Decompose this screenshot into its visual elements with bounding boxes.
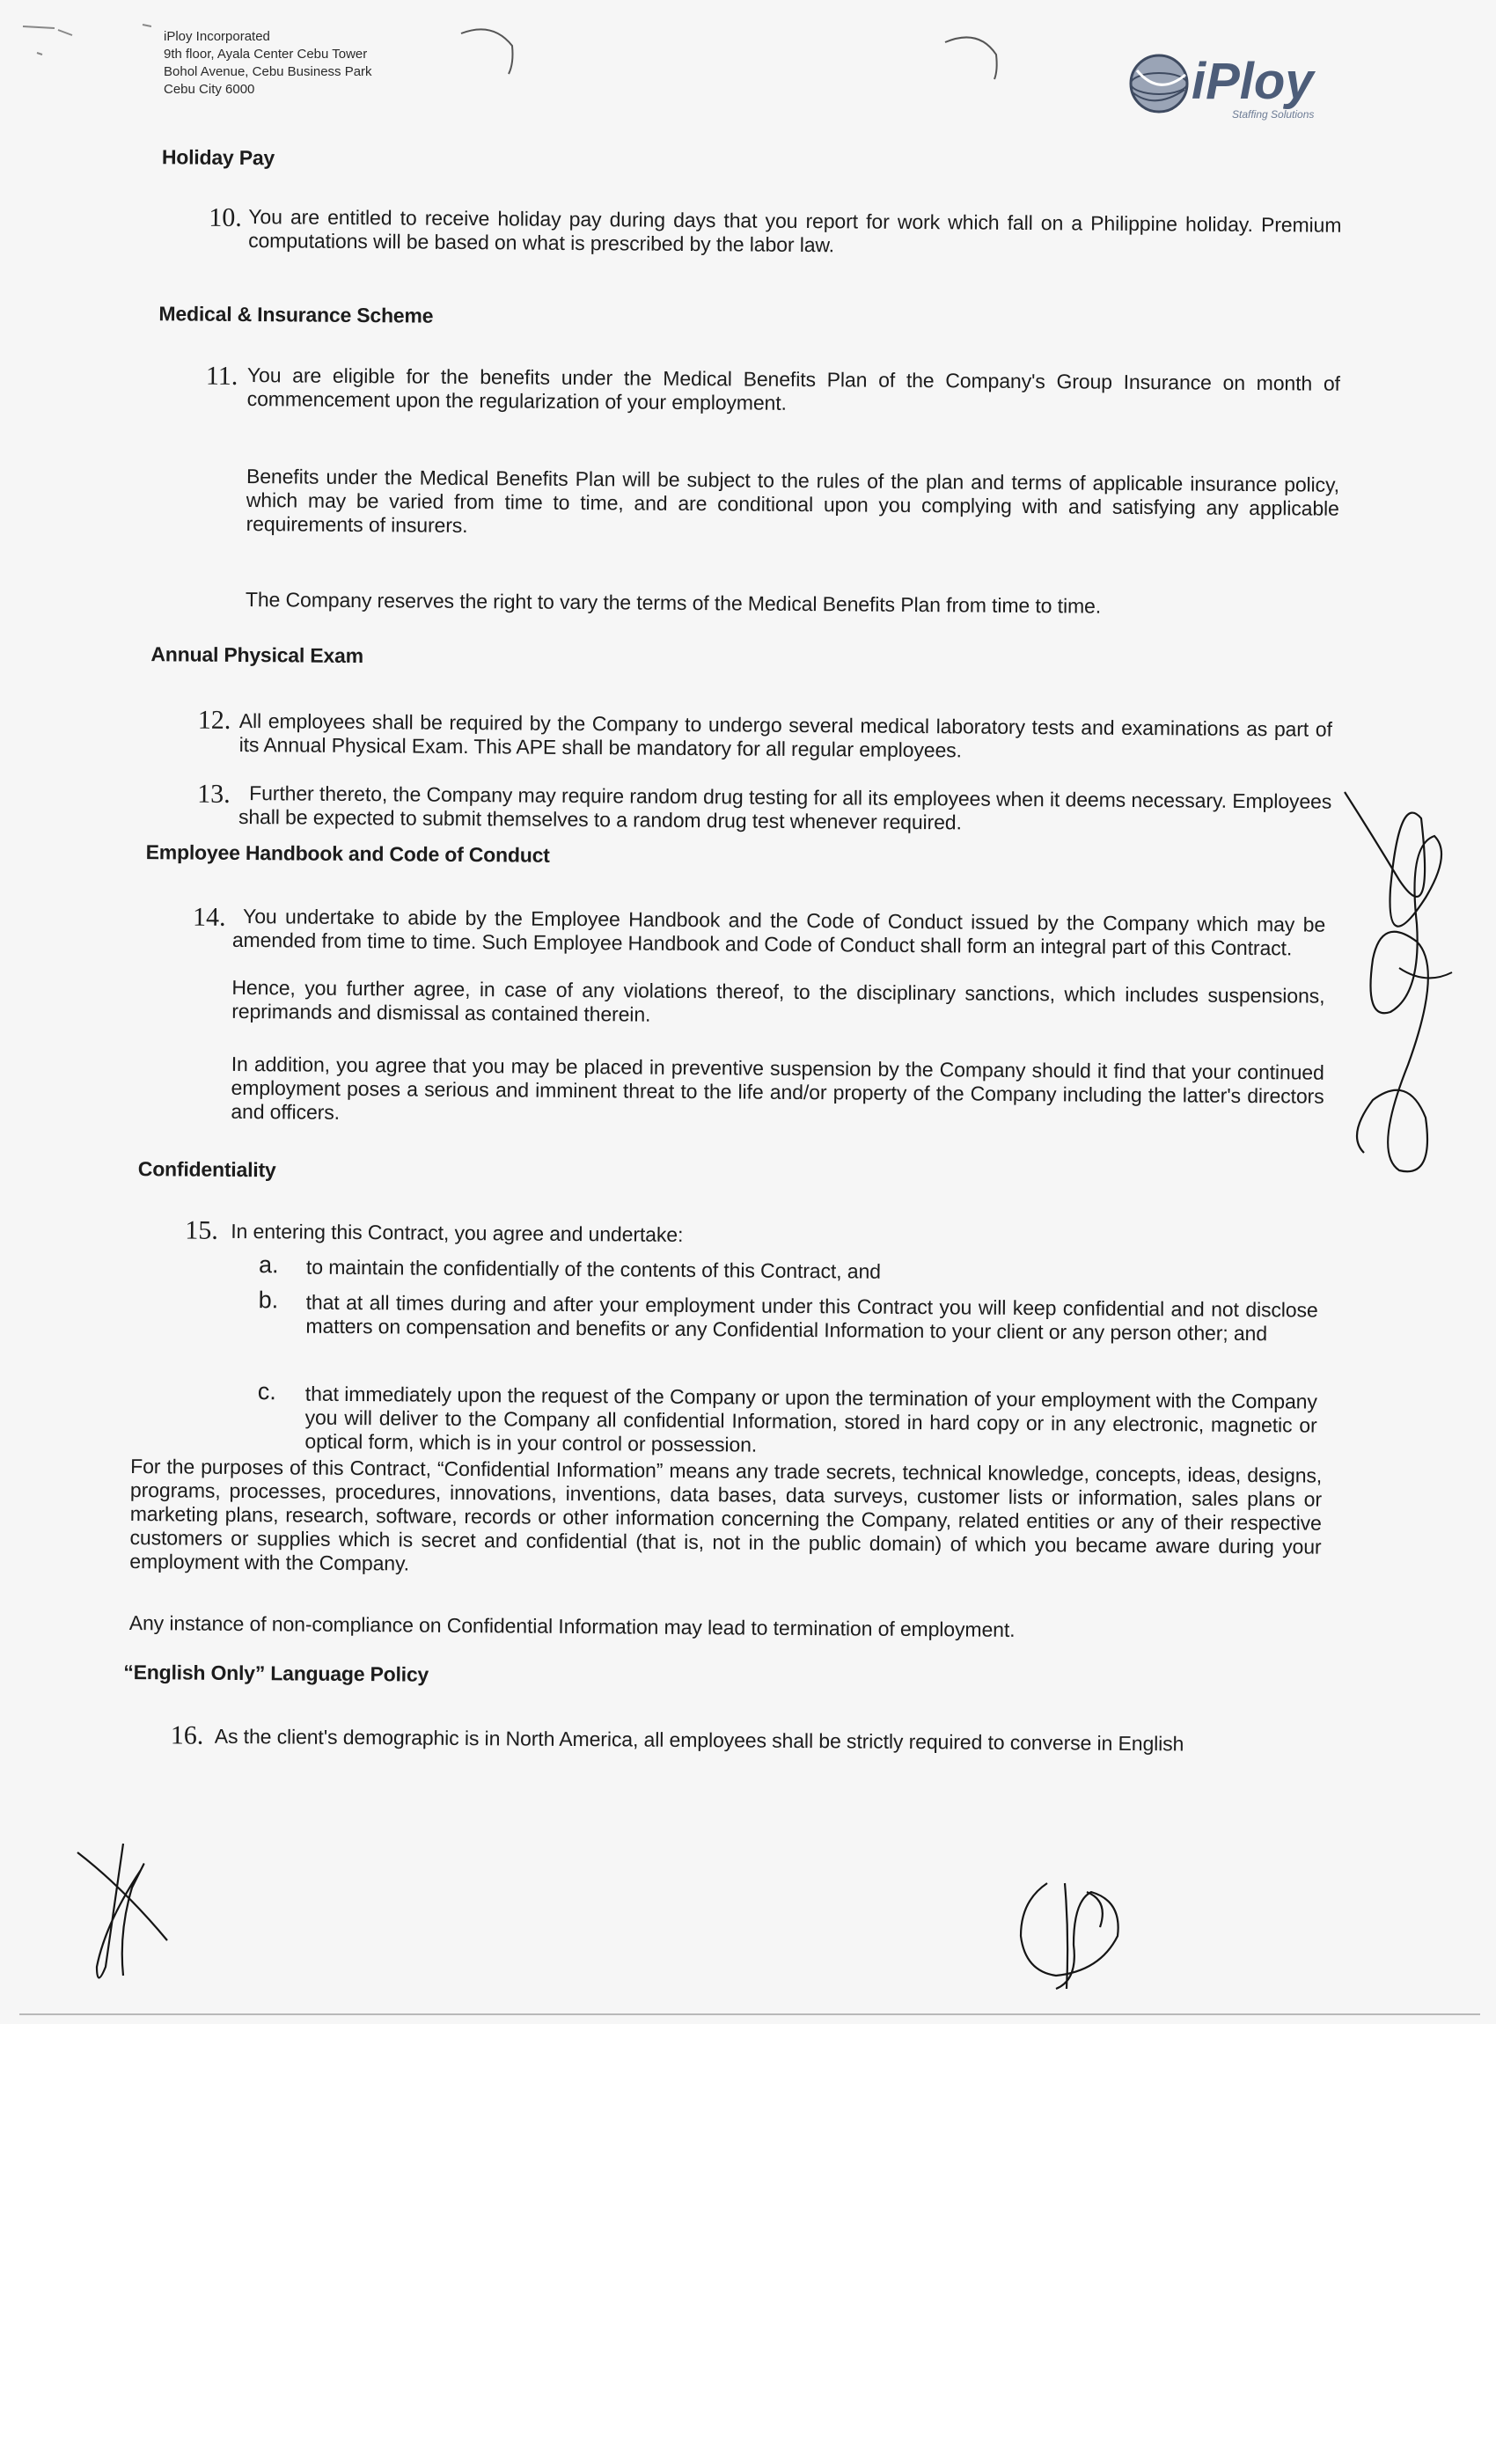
initials-left bbox=[70, 1835, 194, 1993]
margin-signature bbox=[1338, 783, 1496, 1258]
address-line-2: Bohol Avenue, Cebu Business Park bbox=[164, 64, 372, 79]
non-compliance-text: Any instance of non-compliance on Confidential Information may lead to termination of employment. bbox=[128, 1611, 1016, 1641]
clause-16-text: As the client's demographic is in North America, all employees shall be strictly required to converse in English bbox=[214, 1724, 1184, 1756]
heading-confidentiality: Confidentiality bbox=[137, 1157, 276, 1182]
logo-tagline: Staffing Solutions bbox=[1232, 108, 1315, 121]
clause-13-text: Further thereto, the Company may require random drug testing for all its employees when it deems necessary. Employees shall be expected to submit themselves to a random drug test whenever required. bbox=[238, 781, 1332, 834]
clause-10-text: You are entitled to receive holiday pay during days that you report for work which fall on a Philippine holiday. Premium computations will be based on what is prescribed by the labor law. bbox=[248, 205, 1342, 257]
clause-number-13: 13. bbox=[197, 779, 231, 809]
address-line-3: Cebu City 6000 bbox=[164, 82, 255, 97]
clause-14-text: You undertake to abide by the Employee Handbook and the Code of Conduct issued by the Company which may be amended from time to time. Such Employee Handbook and Code of Conduct shall form an integral part of this Contract. bbox=[231, 905, 1326, 960]
list-label-b: b. bbox=[258, 1287, 279, 1314]
clause-number-16: 16. bbox=[170, 1720, 204, 1750]
clause-15c-text: that immediately upon the request of the Company or upon the termination of your employment with the Company you will deliver to the Company all confidential Information, stored in hard copy or in any electronic, magnetic or optical form, which is in your control or possession. bbox=[304, 1382, 1317, 1456]
list-label-c: c. bbox=[257, 1378, 277, 1405]
clause-12-text: All employees shall be required by the Company to undergo several medical laboratory tests and examinations as part of its Annual Physical Exam. This APE shall be mandatory for all regular employees. bbox=[238, 708, 1332, 762]
clause-number-15: 15. bbox=[185, 1215, 218, 1245]
heading-english-only-policy: “English Only” Language Policy bbox=[123, 1660, 429, 1686]
clause-14-sanctions-text: Hence, you further agree, in case of any violations thereof, to the disciplinary sanctions, which includes suspensions, reprimands and dismissal as contained therein. bbox=[231, 975, 1325, 1026]
company-logo bbox=[1119, 44, 1357, 132]
clause-number-10: 10. bbox=[209, 202, 242, 232]
confidential-information-definition: For the purposes of this Contract, “Confidential Information” means any trade secrets, technical knowledge, concepts, ideas, designs, programs, processes, procedures, innovations, inventions, data bases, data surveys, customer lists or information, sales plans or marketing plans, research, software, records or other information concerning the Company, related entities or any of their respective customers or supplies which is secret and confidential (that is, not in the public domain) of which you became aware during your employment with the Company. bbox=[129, 1455, 1323, 1575]
list-label-a: a. bbox=[258, 1251, 279, 1279]
page-bottom-edge bbox=[19, 2013, 1480, 2015]
clause-15b-text: that at all times during and after your employment under this Contract you will keep confidential and not disclose matters on compensation and benefits or any Confidential Information to your client or any person other; and bbox=[305, 1290, 1318, 1346]
heading-holiday-pay: Holiday Pay bbox=[161, 145, 275, 170]
clause-14-suspension-text: In addition, you agree that you may be placed in preventive suspension by the Company should it find that your continued employment poses a serious and imminent threat to the life and/or property of the Company including the latter's directors and officers. bbox=[231, 1052, 1324, 1124]
logo-wordmark: iPloy bbox=[1192, 53, 1314, 110]
contract-body bbox=[123, 145, 1346, 1756]
company-address bbox=[164, 28, 372, 99]
clause-11-reservation-text: The Company reserves the right to vary the terms of the Medical Benefits Plan from time to time. bbox=[245, 588, 1102, 618]
address-line-1: 9th floor, Ayala Center Cebu Tower bbox=[164, 47, 368, 62]
clause-number-14: 14. bbox=[192, 902, 226, 932]
clause-15a-text: to maintain the confidentially of the contents of this Contract, and bbox=[305, 1255, 882, 1283]
clause-15-text: In entering this Contract, you agree and undertake: bbox=[231, 1219, 684, 1246]
clause-number-11: 11. bbox=[205, 361, 238, 391]
clause-number-12: 12. bbox=[197, 705, 231, 735]
clause-11-text: You are eligible for the benefits under the Medical Benefits Plan of the Company's Group Insurance on month of commencement upon the regularization of your employment. bbox=[246, 363, 1341, 414]
crop-mark-left bbox=[458, 19, 519, 81]
crop-mark-right bbox=[942, 26, 1003, 88]
heading-medical-insurance: Medical & Insurance Scheme bbox=[158, 302, 434, 327]
company-name: iPloy Incorporated bbox=[164, 29, 270, 44]
scan-artifact bbox=[19, 18, 151, 88]
initials-right bbox=[1003, 1866, 1144, 1998]
clause-11-benefits-text: Benefits under the Medical Benefits Plan will be subject to the rules of the plan and terms of applicable insurance policy, which may be varied from time to time, and are conditional upon you complying with and satisfying any applicable requirements of insurers. bbox=[246, 465, 1340, 538]
globe-icon bbox=[1131, 55, 1187, 112]
heading-employee-handbook: Employee Handbook and Code of Conduct bbox=[145, 840, 550, 867]
heading-annual-physical-exam: Annual Physical Exam bbox=[150, 642, 363, 668]
